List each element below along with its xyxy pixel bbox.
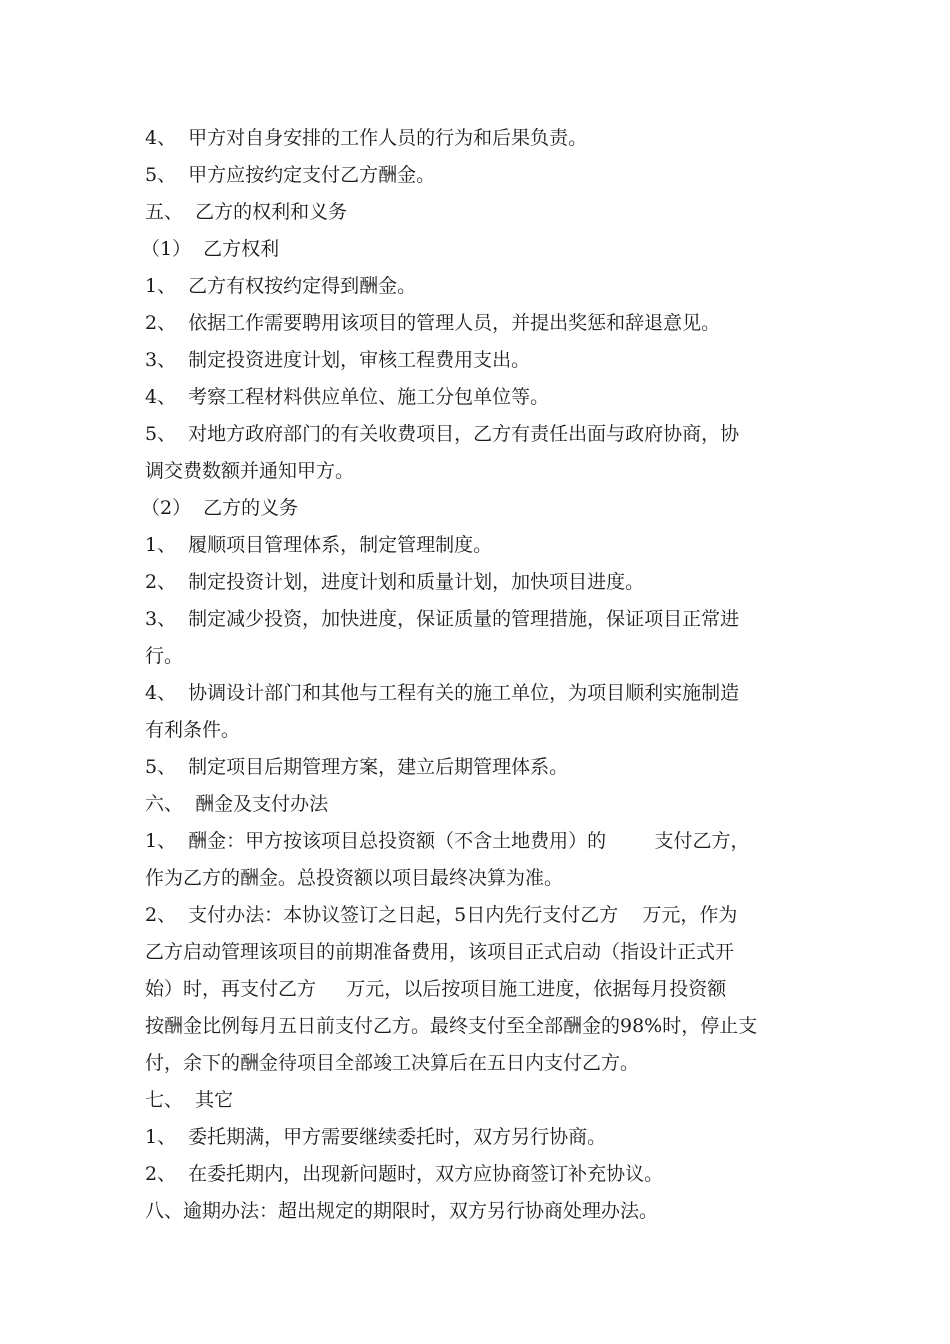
text-line: 1、 委托期满，甲方需要继续委托时，双方另行协商。 <box>145 1126 607 1148</box>
text-line: 作为乙方的酬金。总投资额以项目最终决算为准。 <box>145 867 564 889</box>
text-line: 3、 制定投资进度计划，审核工程费用支出。 <box>145 349 531 371</box>
text-line: 2、 在委托期内，出现新问题时，双方应协商签订补充协议。 <box>145 1163 664 1185</box>
text-line: 5、 对地方政府部门的有关收费项目，乙方有责任出面与政府协商，协 <box>145 423 740 445</box>
section-heading: 八、逾期办法：超出规定的期限时，双方另行协商处理办法。 <box>145 1200 659 1222</box>
text-line: 5、 甲方应按约定支付乙方酬金。 <box>145 164 436 186</box>
text-line: 3、 制定减少投资，加快进度，保证质量的管理措施，保证项目正常进 <box>145 608 740 630</box>
text-line: 2、 依据工作需要聘用该项目的管理人员，并提出奖惩和辞退意见。 <box>145 312 721 334</box>
text-line: 1、 乙方有权按约定得到酬金。 <box>145 275 417 297</box>
text-line: 2、 支付办法：本协议签订之日起，5日内先行支付乙方 万元，作为 <box>145 904 738 926</box>
subsection-heading: （2） 乙方的义务 <box>141 497 299 519</box>
section-heading: 六、 酬金及支付办法 <box>145 793 329 815</box>
text-line: 付，余下的酬金待项目全部竣工决算后在五日内支付乙方。 <box>145 1052 640 1074</box>
text-line: 5、 制定项目后期管理方案，建立后期管理体系。 <box>145 756 569 778</box>
section-heading: 五、 乙方的权利和义务 <box>145 201 348 223</box>
text-line: 有利条件。 <box>145 719 241 741</box>
text-line: 4、 协调设计部门和其他与工程有关的施工单位，为项目顺利实施制造 <box>145 682 740 704</box>
text-line: 4、 考察工程材料供应单位、施工分包单位等。 <box>145 386 550 408</box>
section-heading: 七、 其它 <box>145 1089 234 1111</box>
text-line: 2、 制定投资计划，进度计划和质量计划，加快项目进度。 <box>145 571 645 593</box>
text-line: 1、 履顺项目管理体系，制定管理制度。 <box>145 534 493 556</box>
text-line: 乙方启动管理该项目的前期准备费用，该项目正式启动（指设计正式开 <box>145 941 735 963</box>
text-line: 1、 酬金：甲方按该项目总投资额（不含土地费用）的 支付乙方， <box>145 830 750 852</box>
text-line: 调交费数额并通知甲方。 <box>145 460 355 482</box>
subsection-heading: （1） 乙方权利 <box>141 238 280 260</box>
text-line: 按酬金比例每月五日前支付乙方。最终支付至全部酬金的98%时，停止支 <box>145 1015 758 1037</box>
text-line: 4、 甲方对自身安排的工作人员的行为和后果负责。 <box>145 127 588 149</box>
text-line: 行。 <box>145 645 184 667</box>
text-line: 始）时，再支付乙方 万元，以后按项目施工进度，依据每月投资额 <box>145 978 727 1000</box>
